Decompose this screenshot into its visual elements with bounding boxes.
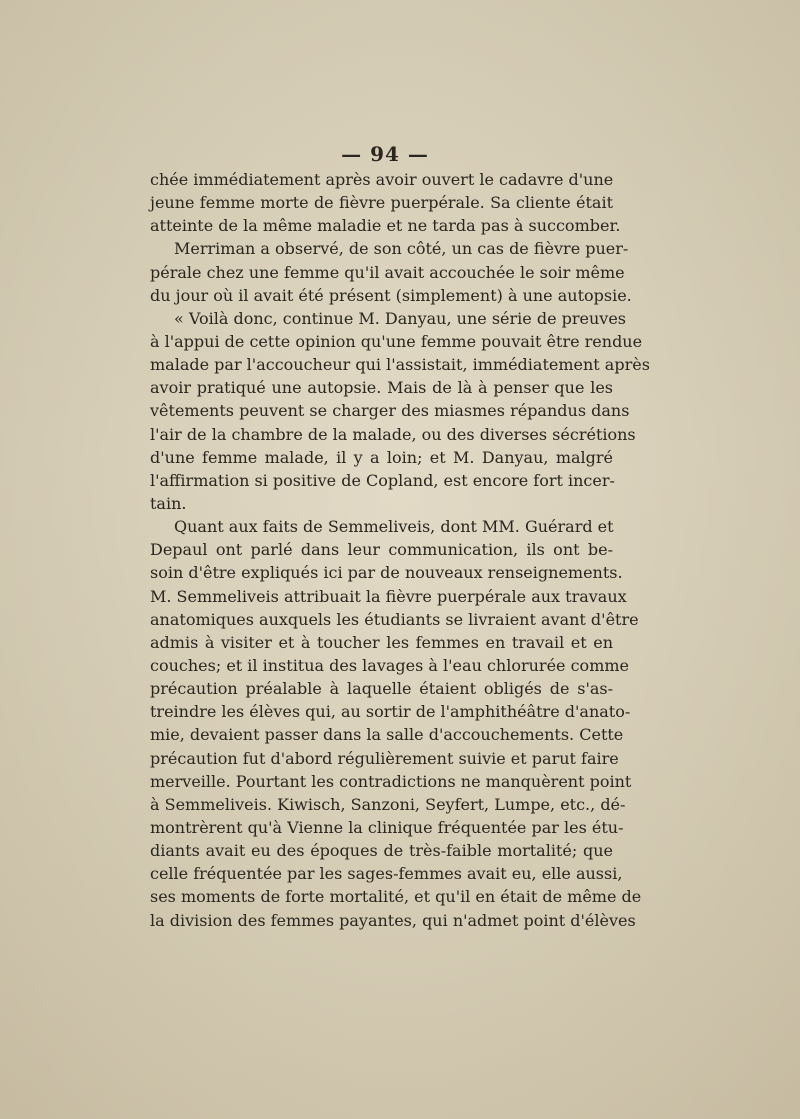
text-line: avoir pratiqué une autopsie. Mais de là à penser que les <box>150 378 613 398</box>
body-text <box>150 168 650 932</box>
text-line: treindre les élèves qui, au sortir de l'amphithéâtre d'anato- <box>150 702 631 722</box>
text-line: Merriman a observé, de son côté, un cas de fièvre puer- <box>174 239 629 259</box>
text-line: couches; et il institua des lavages à l'eau chlorurée comme <box>150 655 629 675</box>
text-line: montrèrent qu'à Vienne la clinique fréquentée par les étu- <box>150 817 624 837</box>
text-line: « Voilà donc, continue M. Danyau, une série de preuves <box>174 308 626 328</box>
text-line: ses moments de forte mortalité, et qu'il en était de même de <box>150 887 642 907</box>
text-line: l'affirmation si positive de Copland, est encore fort incer- <box>150 470 615 490</box>
text-line: soin d'être expliqués ici par de nouveaux renseignements. <box>150 563 623 583</box>
text-line: jeune femme morte de fièvre puerpérale. Sa cliente était <box>150 193 613 213</box>
text-line: Quant aux faits de Semmeliveis, dont MM. Guérard et <box>174 517 614 537</box>
text-line: Depaul ont parlé dans leur communication, ils ont be- <box>150 540 613 560</box>
text-line: merveille. Pourtant les contradictions ne manquèrent point <box>150 771 632 791</box>
text-line: admis à visiter et à toucher les femmes en travail et en <box>150 632 613 652</box>
text-line: atteinte de la même maladie et ne tarda pas à succomber. <box>150 216 621 236</box>
text-line: à l'appui de cette opinion qu'une femme pouvait être rendue <box>150 331 643 351</box>
text-line: à Semmeliveis. Kiwisch, Sanzoni, Seyfert, Lumpe, etc., dé- <box>150 794 626 814</box>
text-line: malade par l'accoucheur qui l'assistait, immédiatement après <box>150 355 650 375</box>
text-line: précaution préalable à laquelle étaient obligés de s'as- <box>150 679 613 699</box>
page-number: — 94 — <box>341 142 429 166</box>
text-line: diants avait eu des époques de très-faible mortalité; que <box>150 841 613 861</box>
text-line: anatomiques auxquels les étudiants se livraient avant d'être <box>150 609 639 629</box>
text-line: celle fréquentée par les sages-femmes avait eu, elle aussi, <box>150 864 623 884</box>
text-line: l'air de la chambre de la malade, ou des diverses sécrétions <box>150 424 636 444</box>
text-line: mie, devaient passer dans la salle d'accouchements. Cette <box>150 725 624 745</box>
text-line: précaution fut d'abord régulièrement suivie et parut faire <box>150 748 619 768</box>
text-line: chée immédiatement après avoir ouvert le cadavre d'une <box>150 170 614 189</box>
text-line: M. Semmeliveis attribuait la fièvre puerpérale aux travaux <box>150 586 627 606</box>
text-line: pérale chez une femme qu'il avait accouchée le soir même <box>150 262 625 282</box>
text-line: d'une femme malade, il y a loin; et M. Danyau, malgré <box>150 447 613 467</box>
text-line: du jour où il avait été présent (simplement) à une autopsie. <box>150 285 632 305</box>
text-line: la division des femmes payantes, qui n'admet point d'élèves <box>150 910 636 930</box>
text-line: vêtements peuvent se charger des miasmes répandus dans <box>150 401 630 421</box>
text-line: tain. <box>150 493 187 513</box>
